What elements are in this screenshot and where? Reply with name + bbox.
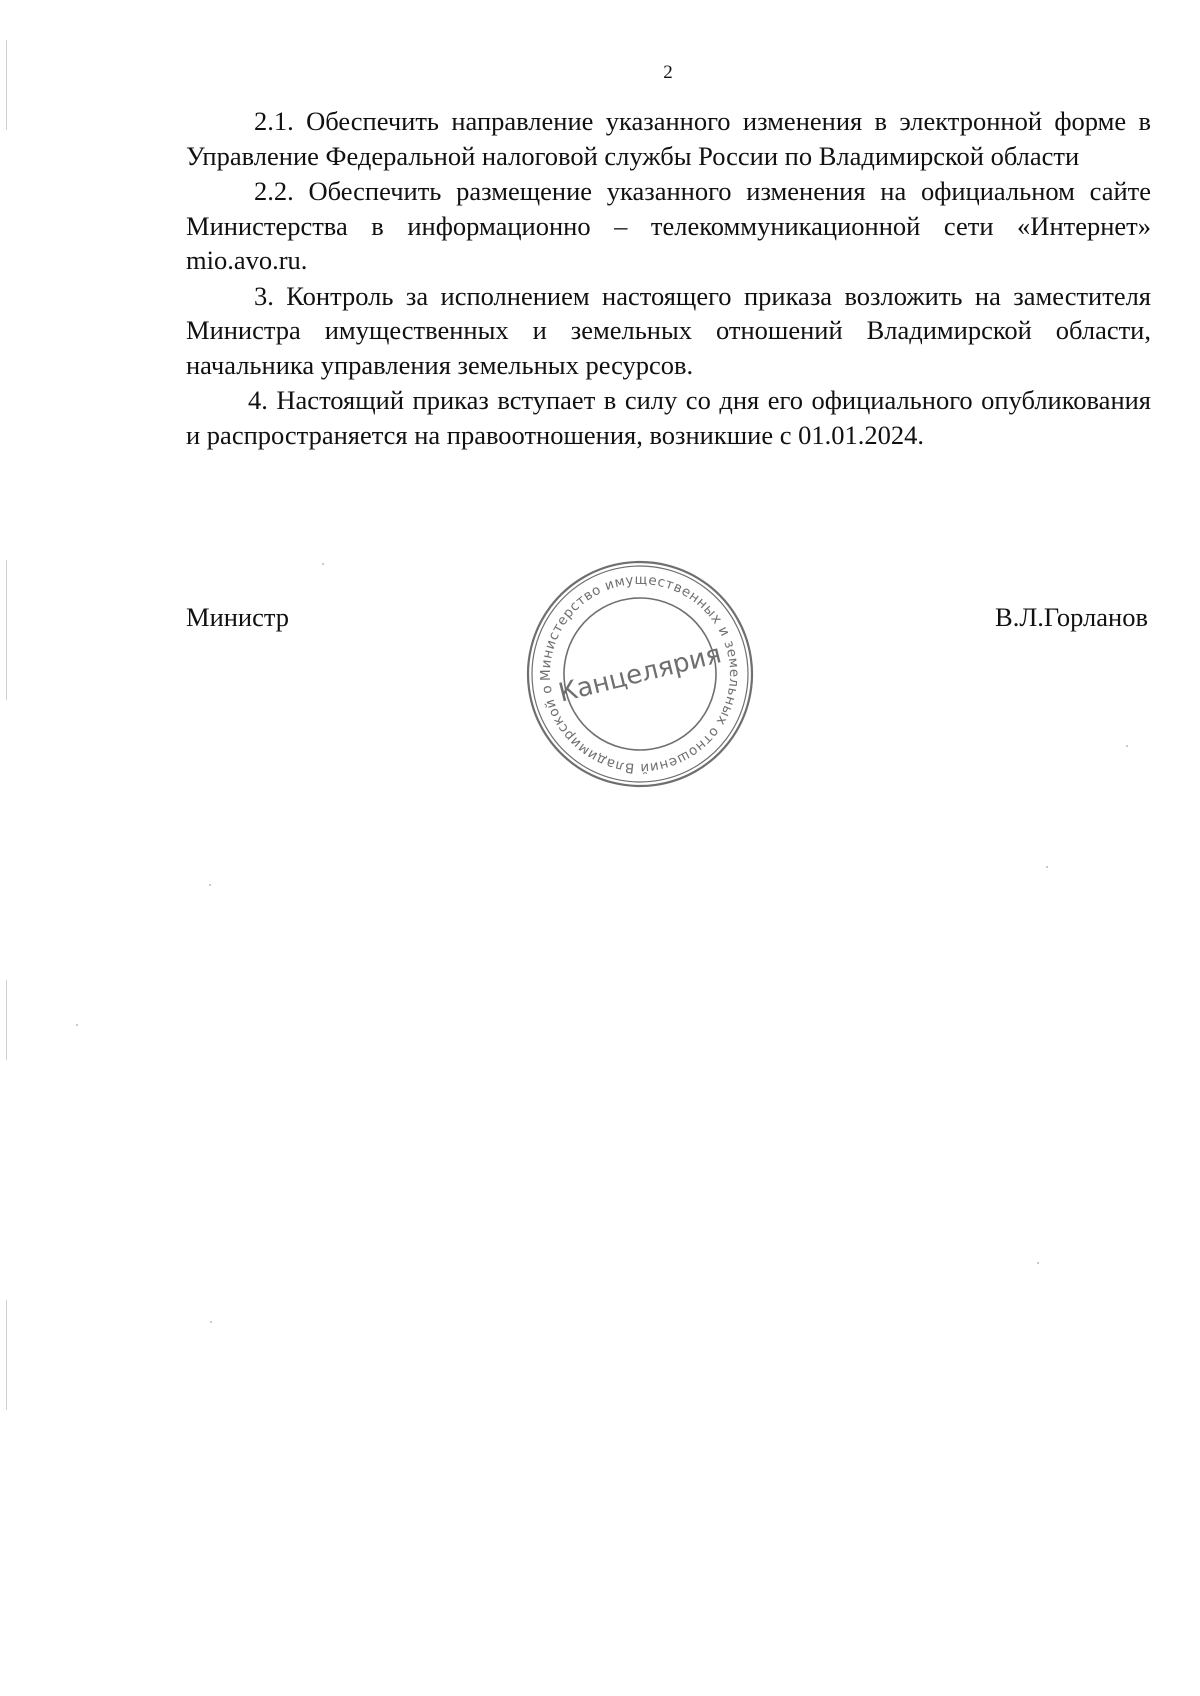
paragraph-4: 4. Настоящий приказ вступает в силу со дня его официального опубликования и распространяется на правоотношения, возникшие с 01.01.2024.	[186, 385, 1151, 450]
scan-speck	[76, 1024, 78, 1026]
paragraph-3: 3. Контроль за исполнением настоящего приказа возложить на заместителя Министра имущественных и земельных отношений Владимирской области, начальника управления земельных ресурсов.	[186, 280, 1151, 380]
scan-edge-mark	[6, 560, 7, 700]
stamp-center-text: Канцелярия	[555, 639, 725, 709]
page-number: 2	[663, 62, 673, 83]
chancellery-stamp	[518, 552, 762, 796]
scan-edge-mark	[6, 40, 7, 130]
scan-speck	[210, 1321, 212, 1323]
scan-speck	[322, 563, 324, 565]
signatory-title: Министр	[186, 602, 290, 632]
paragraph-2-1: 2.1. Обеспечить направление указанного изменения в электронной форме в Управление Федеральной налоговой службы России по Владимирской области	[186, 106, 1151, 171]
stamp-ring-text: Министерство имущественных и земельных отношений Владимирской области	[537, 571, 743, 777]
scan-edge-mark	[6, 1300, 7, 1410]
order-body	[186, 104, 1151, 452]
scan-speck	[209, 884, 211, 886]
scan-speck	[1126, 745, 1128, 747]
scan-edge-mark	[6, 980, 7, 1060]
signatory-name: В.Л.Горланов	[995, 602, 1148, 632]
scan-speck	[1037, 1262, 1039, 1264]
paragraph-2-2: 2.2. Обеспечить размещение указанного изменения на официальном сайте Министерства в информационно – телекоммуникационной сети «Интернет» mio.avo.ru.	[186, 176, 1151, 275]
scan-speck	[1046, 866, 1048, 868]
